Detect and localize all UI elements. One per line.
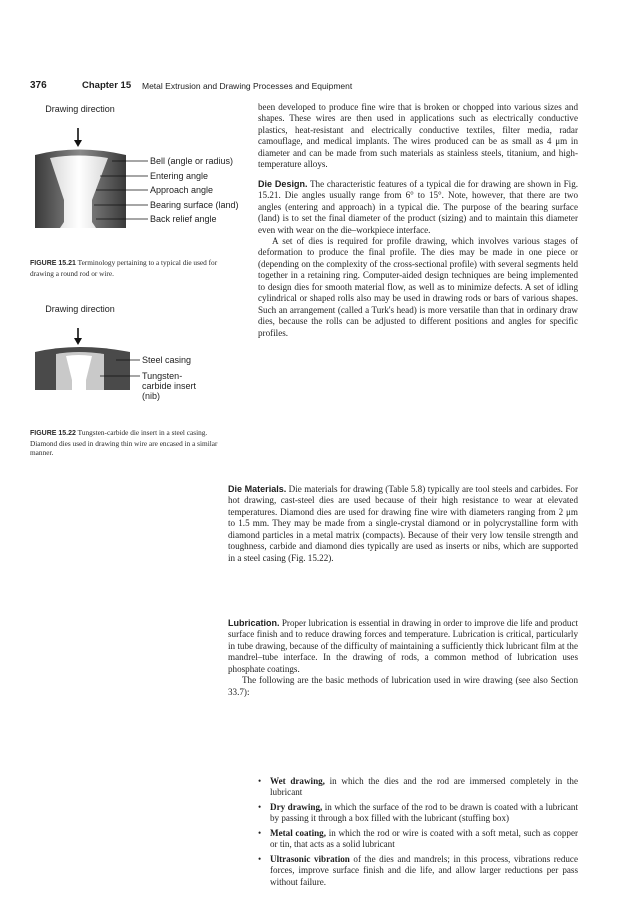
lubrication-methods-intro: The following are the basic methods of lubrication used in wire drawing (see also Section 33.7): [228,675,578,697]
page-number: 376 [30,80,47,91]
method-text: of the dies and mandrels; in this process, vibrations reduce forces, improve surface finish and die life, and allow larger reductions per pass without failure. [270,853,578,887]
die-materials-heading: Die Materials. [228,484,287,494]
part-label-bell: Bell (angle or radius) [150,156,234,166]
die-design-text: The characteristic features of a typical die for drawing are shown in Fig. 15.21. Die angles usually range from 6° to 15°. Note, however, that there are two angles (entering and approach) in a typical die. The purpose of the bearing surface (land) is to set the final diameter of the product (sizing) and to maintain this diameter even with wear on the die–workpiece interface. [258,178,579,235]
figure-15-22 [30,300,255,401]
list-item: • Metal coating, in which the rod or wire is coated with a soft metal, such as copper or tin, that acts as a solid lubricant [258,827,579,850]
die-materials-section [228,484,578,564]
part-label-back-relief-angle: Back relief angle [150,214,217,224]
list-item: • Ultrasonic vibration of the dies and mandrels; in this process, vibrations reduce forces, improve surface finish and die life, and allow larger reductions per pass without failure. [258,853,578,887]
part-label-bearing-surface: Bearing surface (land) [150,200,239,210]
lubrication-methods-list [258,776,578,891]
running-header [30,80,590,94]
lubrication-text: Proper lubrication is essential in drawing in order to improve die life and product surface finish and to reduce drawing forces and temperature. Lubrication is critical, particularly in tube drawing, because of the difficulty of maintaining a sufficiently thick lubricant film at the mandrel–tube interface. In the drawing of rods, a common method of lubrication uses phosphate coatings. [228,618,579,674]
intro-paragraph: been developed to produce fine wire that is broken or chopped into various sizes and shapes. These wires are then used in applications such as electrically conductive plastics, heat-resistant and electrically conductive textiles, filter media, radar camouflage, and medical implants. The wires produced can be as small as 4 μm in diameter and can be made from such materials as stainless steels, titanium, and high-temperature alloys. [258,102,578,170]
method-term: Metal coating, [270,827,326,838]
die-design-heading: Die Design. [258,178,308,189]
method-term: Wet drawing, [270,776,325,786]
profile-drawing-paragraph: A set of dies is required for profile drawing, which involves various stages of deformation to produce the final profile. The dies may be made in one piece or (depending on the complexity of the cross-sectional profile) with several segments held together in a retaining ring. Computer-aided design techniques are being implemented to design dies for smooth material flow, as well as to minimize defects. A set of idling cylindrical or shaped rolls also may be used in drawing rods or bars of various shapes. Such an arrangement (called a Turk's head) is more versatile than that in ordinary draw dies, because the rolls can be adjusted to different positions and angles for specific profiles. [258,235,578,338]
figure-label: FIGURE 15.22 [30,430,76,437]
method-term: Dry drawing, [270,801,323,812]
part-label-steel-casing: Steel casing [142,355,192,365]
caption-text: Tungsten-carbide die insert in a steel casing. Diamond dies used in drawing thin wire are encased in a similar manner. [30,428,218,458]
list-item: • Dry drawing, in which the surface of the rod to be drawn is coated with a lubricant by passing it through a box filled with the lubricant (stuffing box) [258,801,578,824]
lubrication-section [228,618,578,698]
figure-15-21 [30,100,255,260]
list-item: • Wet drawing, in which the dies and the rod are immersed completely in the lubricant [258,776,579,798]
method-text: in which the surface of the rod to be drawn is coated with a lubricant by passing it through a box filled with the lubricant (stuffing box) [270,801,578,824]
part-label-approach-angle: Approach angle [150,185,214,195]
die-materials-text: Die materials for drawing (Table 5.8) typically are tool steels and carbides. For hot drawing, cast-steel dies are used because of their high resistance to wear at elevated temperatures. Diamond dies are used for drawing fine wire with diameters ranging from 2 μm to 1.5 mm. They may be made from a single-crystal diamond or in polycrystalline form with diamond particles in a metal matrix (compacts). Because of their very low tensile strength and toughness, carbide and diamond dies typically are used as inserts or nibs, which are supported in a steel casing (Fig. 15.22). [228,484,578,563]
lubrication-heading: Lubrication. [228,618,280,628]
method-text: in which the rod or wire is coated with a soft metal, such as copper or tin, that acts as a solid lubricant [270,827,579,850]
drawing-direction-label: Drawing direction [45,304,115,314]
drawing-die-diagram [30,100,255,260]
method-term: Ultrasonic vibration [270,853,350,864]
chapter-title: Metal Extrusion and Drawing Processes and Equipment [142,81,353,91]
method-text: in which the dies and the rod are immersed completely in the lubricant [270,776,579,798]
part-label-tungsten-carbide-insert: Tungsten-carbide insert (nib) [142,371,197,401]
drawing-direction-label: Drawing direction [45,104,115,114]
figure-label: FIGURE 15.21 [30,260,76,267]
die-design-paragraph [258,179,578,236]
die-materials-paragraph [228,484,578,564]
part-label-entering-angle: Entering angle [150,171,209,181]
lubrication-paragraph [228,618,578,675]
chapter-label: Chapter 15 [82,80,132,91]
figure-15-22-caption [30,428,230,458]
caption-text: Terminology pertaining to a typical die used for drawing a round rod or wire. [30,258,218,278]
figure-15-21-caption [30,258,230,278]
right-column-text [258,102,578,339]
